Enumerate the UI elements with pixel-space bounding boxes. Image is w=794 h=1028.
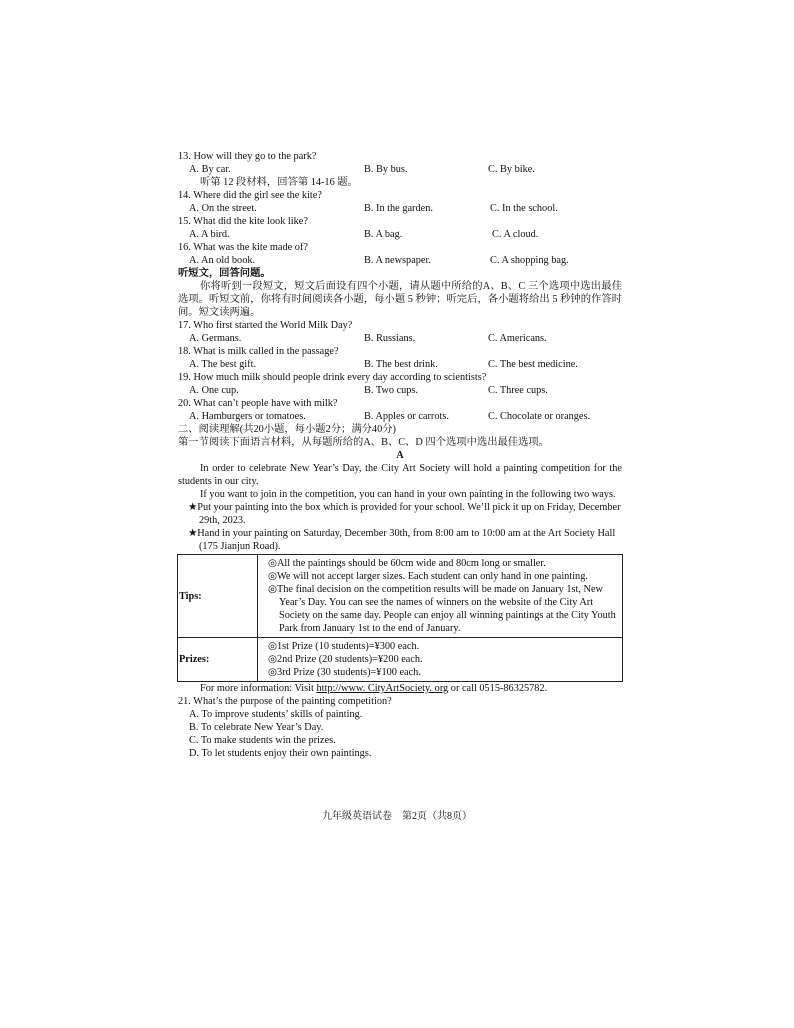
- question-13: [178, 150, 622, 163]
- options-14: [178, 202, 622, 215]
- question-14: [178, 189, 622, 202]
- option-a: A. Hamburgers or tomatoes.: [189, 411, 306, 422]
- question-text: 14. Where did the girl see the kite?: [178, 190, 322, 201]
- short-passage-instructions: 你将听到一段短文，短文后面设有四个小题，请从题中所给的A、B、C 三个选项中选出最佳选项。听短文前，你将有时间阅读各小题，每小题 5 秒钟；听完后，各小题将给出 5 秒钟的作答时间。短文读两遍。: [178, 281, 622, 318]
- more-information: [178, 682, 622, 695]
- question-text: 19. How much milk should people drink every day according to scientists?: [178, 372, 487, 383]
- passage-paragraph-2: If you want to join in the competition, you can hand in your own painting in the following two ways.: [200, 489, 616, 500]
- option-b: B. A newspaper.: [364, 255, 431, 266]
- reading-part-instruction: 第一节阅读下面语言材料，从每题所给的A、B、C、D 四个选项中选出最佳选项。: [178, 437, 549, 448]
- question-text: 20. What can’t people have with milk?: [178, 398, 338, 409]
- prizes-row: [178, 638, 623, 682]
- options-20: [178, 410, 622, 423]
- question-text: 16. What was the kite made of?: [178, 242, 308, 253]
- submission-method-text: ★Hand in your painting on Saturday, December 30th, from 8:00 am to 10:00 am at the Art Society Hall (175 Jianjun Road).: [188, 528, 616, 552]
- question-21: 21. What’s the purpose of the painting competition?: [178, 696, 392, 707]
- option-b: B. By bus.: [364, 164, 408, 175]
- question-19: [178, 371, 622, 384]
- question-text: 17. Who first started the World Milk Day?: [178, 320, 353, 331]
- options-15: [178, 228, 622, 241]
- submission-method-2: [178, 527, 622, 553]
- option-c: C. To make students win the prizes.: [189, 735, 336, 746]
- info-table: [177, 554, 623, 682]
- option-b: B. The best drink.: [364, 359, 438, 370]
- option-a: A. Germans.: [189, 333, 242, 344]
- website-link[interactable]: http://www. CityArtSociety. org: [316, 683, 449, 694]
- question-16: [178, 241, 622, 254]
- prize-item: ◎1st Prize (10 students)=¥300 each.: [268, 641, 420, 652]
- option-a: A. To improve students’ skills of painting.: [189, 709, 363, 720]
- option-c: C. Chocolate or oranges.: [488, 411, 591, 422]
- tips-content: [258, 555, 623, 638]
- options-19: [178, 384, 622, 397]
- prize-item: ◎2nd Prize (20 students)=¥200 each.: [268, 654, 423, 665]
- submission-method-text: ★Put your painting into the box which is provided for your school. We’ll pick it up on Friday, December 29th, 2023.: [188, 502, 621, 526]
- option-c: C. By bike.: [488, 164, 535, 175]
- option-c: C. The best medicine.: [488, 359, 578, 370]
- listening-instruction-12: 听第 12 段材料，回答第 14-16 题。: [200, 177, 358, 188]
- option-b: B. In the garden.: [364, 203, 433, 214]
- option-a: A. The best gift.: [189, 359, 257, 370]
- prize-item: ◎3rd Prize (30 students)=¥100 each.: [268, 667, 421, 678]
- option-c: C. A cloud.: [492, 229, 539, 240]
- options-13: [178, 163, 622, 176]
- option-b: B. Two cups.: [364, 385, 419, 396]
- tips-row: [178, 555, 623, 638]
- question-text: 15. What did the kite look like?: [178, 216, 308, 227]
- prizes-content: [258, 638, 623, 682]
- question-18: [178, 345, 622, 358]
- option-c: C. A shopping bag.: [490, 255, 569, 266]
- option-a: A. By car.: [189, 164, 231, 175]
- passage-paragraph-1: In order to celebrate New Year’s Day, the City Art Society will hold a painting competition for the students in our city.: [178, 463, 622, 487]
- tip-item: ◎All the paintings should be 60cm wide and 80cm long or smaller.: [268, 558, 546, 569]
- submission-method-1: [178, 501, 622, 527]
- option-b: B. To celebrate New Year’s Day.: [189, 722, 324, 733]
- reading-section-title: 二、阅读理解(共20小题，每小题2分；满分40分): [178, 424, 396, 435]
- tip-item: ◎We will not accept larger sizes. Each student can only hand in one painting.: [268, 571, 588, 582]
- option-b: B. Apples or carrots.: [364, 411, 449, 422]
- more-info-prefix: For more information: Visit: [200, 683, 317, 694]
- option-b: B. Russians.: [364, 333, 416, 344]
- prizes-label: Prizes:: [178, 638, 258, 682]
- question-text: 18. What is milk called in the passage?: [178, 346, 339, 357]
- option-c: C. Three cups.: [488, 385, 548, 396]
- question-15: [178, 215, 622, 228]
- tip-item: ◎The final decision on the competition results will be made on January 1st, New Year’s Day. You can see the names of winners on the website of the City Art Society on the same day. People can enjoy all winning paintings at the City Youth Park from January 1st to the end of January.: [268, 584, 616, 634]
- tips-label: Tips:: [178, 555, 258, 638]
- option-d: D. To let students enjoy their own paintings.: [189, 748, 372, 759]
- options-17: [178, 332, 622, 345]
- passage-label: A: [396, 450, 404, 461]
- question-20: [178, 397, 622, 410]
- page-footer: 九年级英语试卷 第2页（共8页）: [322, 811, 472, 822]
- option-a: A. One cup.: [189, 385, 239, 396]
- options-16: [178, 254, 622, 267]
- question-text: 13. How will they go to the park?: [178, 151, 317, 162]
- option-a: A. On the street.: [189, 203, 257, 214]
- option-a: A. An old book.: [189, 255, 256, 266]
- option-c: C. Americans.: [488, 333, 547, 344]
- question-17: [178, 319, 622, 332]
- option-c: C. In the school.: [490, 203, 558, 214]
- short-passage-heading: 听短文，回答问题。: [178, 268, 271, 279]
- option-b: B. A bag.: [364, 229, 403, 240]
- option-a: A. A bird.: [189, 229, 230, 240]
- more-info-suffix: or call 0515-86325782.: [448, 683, 548, 694]
- exam-page-content: [178, 150, 622, 760]
- options-18: [178, 358, 622, 371]
